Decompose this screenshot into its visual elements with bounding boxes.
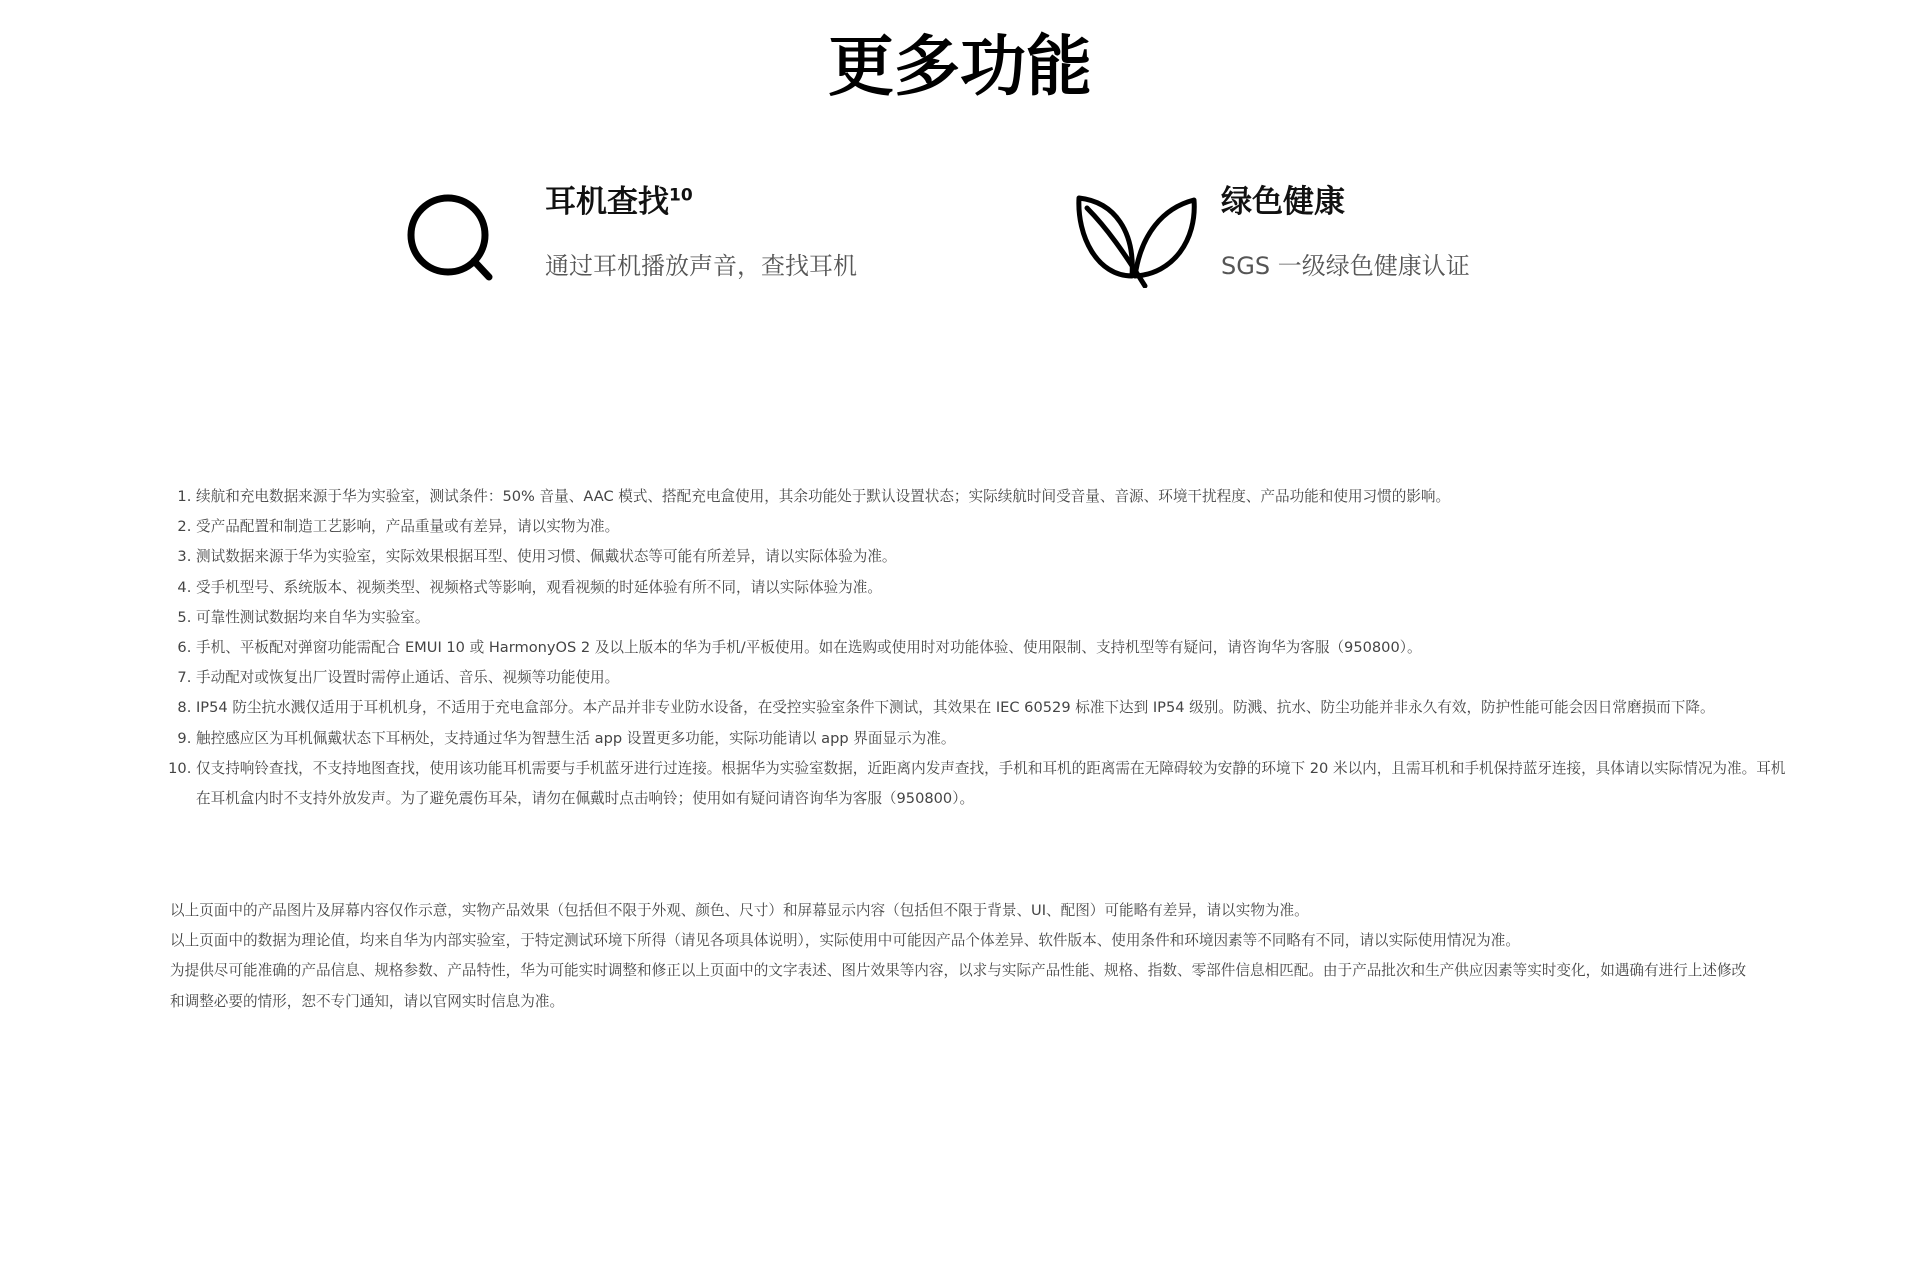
search-icon xyxy=(405,192,497,288)
footnote-item: 6. 手机、平板配对弹窗功能需配合 EMUI 10 或 HarmonyOS 2 及以上版本的华为手机/平板使用。如在选购或使用时对功能体验、使用限制、支持机型等有疑问，请咨询华为客服（950800）。 xyxy=(196,633,1786,663)
footnote-item: 9. 触控感应区为耳机佩戴状态下耳柄处，支持通过华为智慧生活 app 设置更多功能，实际功能请以 app 界面显示为准。 xyxy=(196,724,1786,754)
disclaimer-paragraph: 以上页面中的产品图片及屏幕内容仅作示意，实物产品效果（包括但不限于外观、颜色、尺寸）和屏幕显示内容（包括但不限于背景、UI、配图）可能略有差异，请以实物为准。 xyxy=(170,902,1309,919)
leaf-icon xyxy=(1075,192,1199,292)
disclaimer-paragraph: 为提供尽可能准确的产品信息、规格参数、产品特性，华为可能实时调整和修正以上页面中的文字表述、图片效果等内容，以求与实际产品性能、规格、指数、零部件信息相匹配。由于产品批次和生产供应因素等实时变化，如遇确有进行上述修改和调整必要的情形，恕不专门通知，请以官网实时信息为准。 xyxy=(170,962,1747,1010)
feature-title: 耳机查找$^{10}$ xyxy=(545,184,693,220)
footnotes-list xyxy=(170,482,1786,814)
footnote-item: 10. 仅支持响铃查找，不支持地图查找，使用该功能耳机需要与手机蓝牙进行过连接。根据华为实验室数据，近距离内发声查找，手机和耳机的距离需在无障碍较为安静的环境下 20 米以内，且需耳机和手机保持蓝牙连接，具体请以实际情况为准。耳机在耳机盒内时不支持外放发声。为了避免震伤耳朵，请勿在佩戴时点击响铃；使用如有疑问请咨询华为客服（950800）。 xyxy=(196,754,1786,814)
feature-title: 绿色健康 xyxy=(1221,184,1345,220)
feature-desc: 通过耳机播放声音，查找耳机 xyxy=(545,252,857,280)
footnote-item: 3. 测试数据来源于华为实验室，实际效果根据耳型、使用习惯、佩戴状态等可能有所差异，请以实际体验为准。 xyxy=(196,542,1786,572)
footnote-item: 2. 受产品配置和制造工艺影响，产品重量或有差异，请以实物为准。 xyxy=(196,512,1786,542)
footnote-item: 7. 手动配对或恢复出厂设置时需停止通话、音乐、视频等功能使用。 xyxy=(196,663,1786,693)
page-title: 更多功能 xyxy=(828,28,1092,105)
disclaimer-section xyxy=(170,896,1760,1017)
footnote-ref[interactable]: 10 xyxy=(669,185,693,206)
footnote-item: 4. 受手机型号、系统版本、视频类型、视频格式等影响，观看视频的时延体验有所不同，请以实际体验为准。 xyxy=(196,573,1786,603)
footnote-item: 8. IP54 防尘抗水溅仅适用于耳机机身，不适用于充电盒部分。本产品并非专业防水设备，在受控实验室条件下测试，其效果在 IEC 60529 标准下达到 IP54 级别。防溅、抗水、防尘功能并非永久有效，防护性能可能会因日常磨损而下降。 xyxy=(196,693,1786,723)
footnote-item: 1. 续航和充电数据来源于华为实验室，测试条件：50% 音量、AAC 模式、搭配充电盒使用，其余功能处于默认设置状态；实际续航时间受音量、音源、环境干扰程度、产品功能和使用习惯的影响。 xyxy=(196,482,1786,512)
disclaimer-paragraph: 以上页面中的数据为理论值，均来自华为内部实验室，于特定测试环境下所得（请见各项具体说明），实际使用中可能因产品个体差异、软件版本、使用条件和环境因素等不同略有不同，请以实际使用情况为准。 xyxy=(170,932,1520,950)
footnote-item: 5. 可靠性测试数据均来自华为实验室。 xyxy=(196,603,1786,633)
feature-desc: SGS 一级绿色健康认证 xyxy=(1221,252,1470,280)
